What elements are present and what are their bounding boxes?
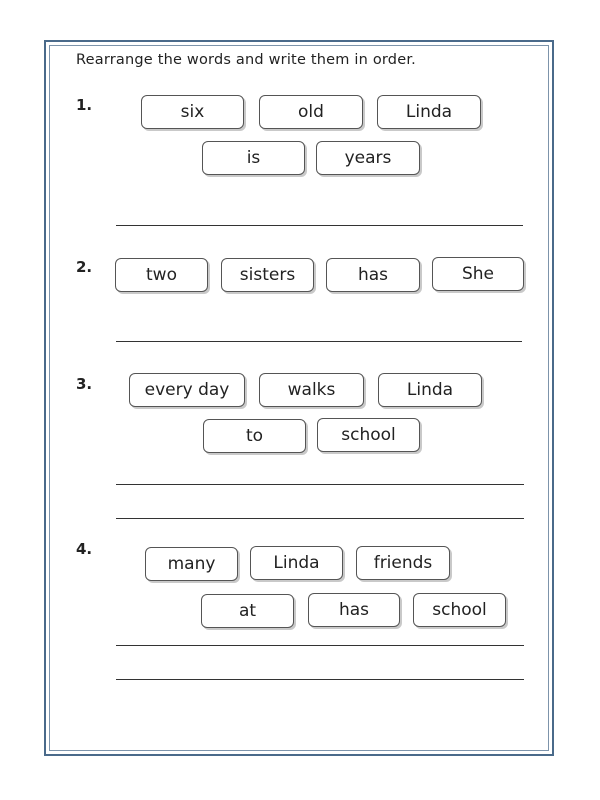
answer-line <box>116 645 524 646</box>
word-tile: has <box>326 258 420 292</box>
question-3-number: 3. <box>76 375 93 393</box>
word-tile: friends <box>356 546 450 580</box>
word-tile: Linda <box>377 95 481 129</box>
word-tile: six <box>141 95 244 129</box>
answer-line <box>116 341 522 342</box>
word-tile: many <box>145 547 238 581</box>
word-tile: She <box>432 257 524 291</box>
word-tile: has <box>308 593 400 627</box>
instruction-text: Rearrange the words and write them in order. <box>76 52 416 68</box>
question-1-number: 1. <box>76 96 93 114</box>
word-tile: every day <box>129 373 245 407</box>
word-tile: Linda <box>378 373 482 407</box>
answer-line <box>116 484 524 485</box>
word-tile: to <box>203 419 306 453</box>
question-4-number: 4. <box>76 540 93 558</box>
word-tile: years <box>316 141 420 175</box>
word-tile: school <box>413 593 506 627</box>
word-tile: is <box>202 141 305 175</box>
question-2-number: 2. <box>76 258 93 276</box>
answer-line <box>116 518 524 519</box>
word-tile: two <box>115 258 208 292</box>
word-tile: school <box>317 418 420 452</box>
word-tile: at <box>201 594 294 628</box>
answer-line <box>116 225 523 226</box>
answer-line <box>116 679 524 680</box>
word-tile: old <box>259 95 363 129</box>
word-tile: sisters <box>221 258 314 292</box>
word-tile: walks <box>259 373 364 407</box>
word-tile: Linda <box>250 546 343 580</box>
